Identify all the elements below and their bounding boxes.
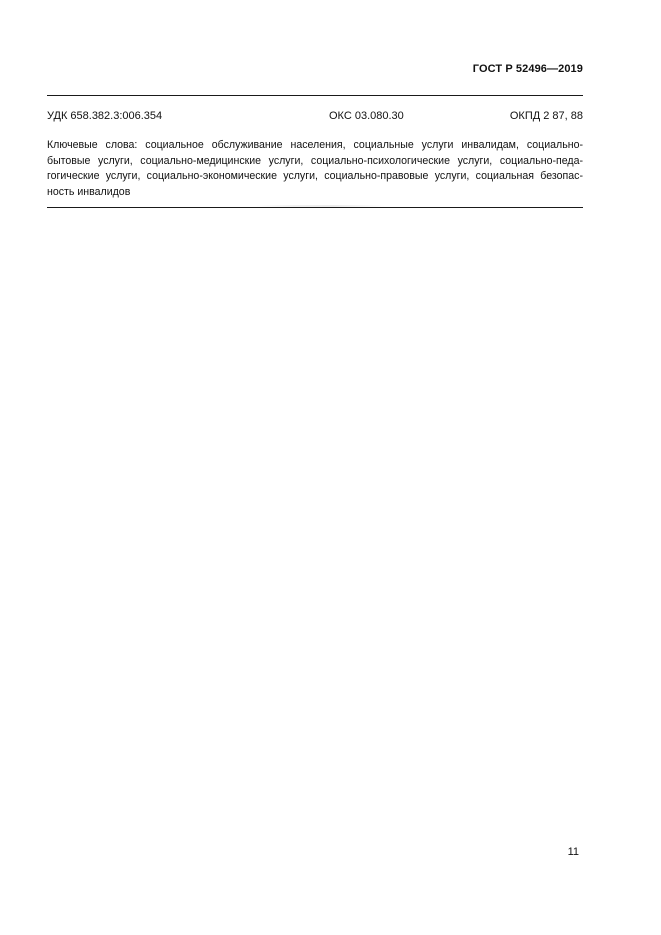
top-divider [47,95,583,96]
keywords-line: ность инвалидов [47,185,131,198]
udk-code: УДК 658.382.3:006.354 [47,110,163,122]
oks-code: ОКС 03.080.30 [329,110,404,122]
keywords-line: бытовые услуги, социально-медицинские услуги, социально-психологические услуги, социально-педа- [47,154,583,167]
keywords-line: гогические услуги, социально-экономические услуги, социально-правовые услуги, социальная безопас- [47,170,583,183]
okpd-code: ОКПД 2 87, 88 [509,110,583,122]
bottom-divider [47,207,583,208]
keywords-line: Ключевые слова: социальное обслуживание населения, социальные услуги инвалидам, социально- [47,139,583,151]
standard-code: ГОСТ Р 52496—2019 [472,63,583,75]
classification-row [47,109,583,125]
page-number: 11 [567,846,579,858]
keywords-paragraph [47,138,583,200]
